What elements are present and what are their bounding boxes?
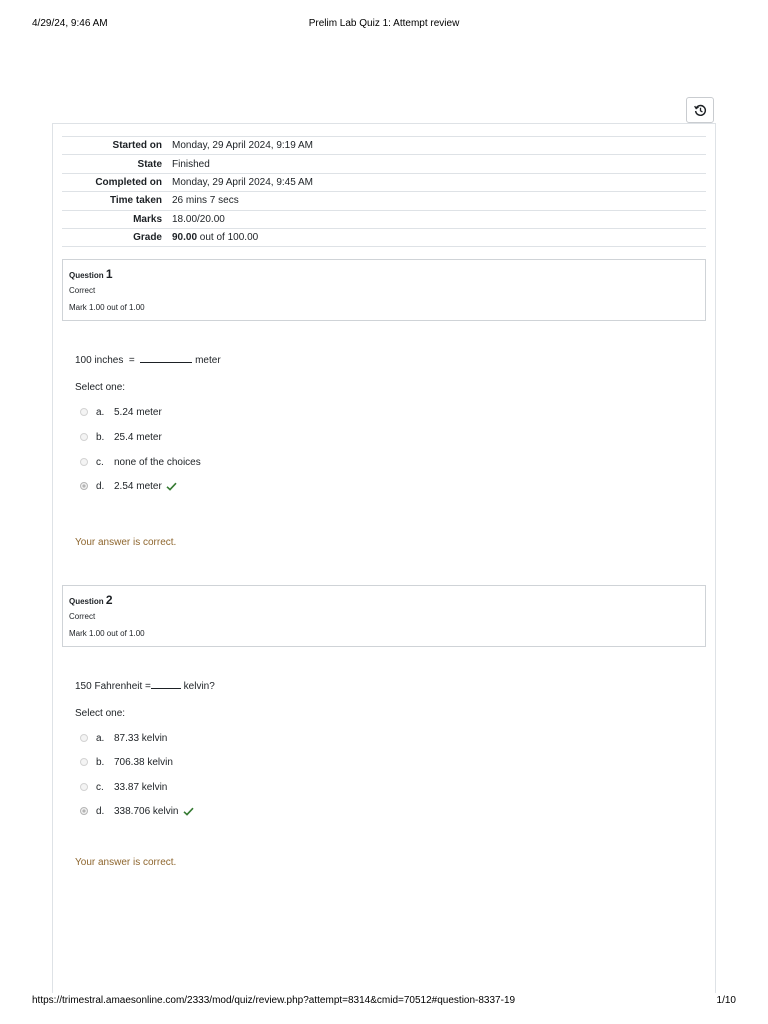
question-state: Correct — [69, 612, 96, 622]
answer-blank — [140, 352, 192, 363]
option-letter: c. — [96, 781, 104, 793]
question-2-feedback: Your answer is correct. — [75, 857, 177, 868]
summary-value: Monday, 29 April 2024, 9:19 AM — [172, 140, 314, 152]
option-letter: a. — [96, 732, 105, 744]
summary-label: Marks — [133, 213, 162, 225]
radio-button[interactable] — [80, 734, 88, 742]
option-letter: a. — [96, 406, 105, 418]
summary-row-grade — [62, 228, 706, 246]
summary-value: 18.00/20.00 — [172, 213, 225, 225]
summary-row — [62, 192, 706, 210]
question-1-feedback: Your answer is correct. — [75, 537, 177, 548]
answer-option-b[interactable] — [80, 430, 162, 444]
history-button[interactable] — [686, 97, 714, 123]
question-text-after: meter — [192, 355, 221, 366]
option-letter: d. — [96, 805, 105, 817]
summary-value: Finished — [172, 158, 210, 170]
summary-value: Monday, 29 April 2024, 9:45 AM — [172, 176, 314, 188]
print-datetime: 4/29/24, 9:46 AM — [32, 18, 108, 29]
radio-button-checked[interactable] — [80, 482, 88, 490]
print-page-number: 1/10 — [716, 995, 736, 1006]
option-text: 338.706 kelvin — [114, 805, 179, 817]
check-icon — [183, 807, 194, 816]
option-letter: b. — [96, 756, 105, 768]
summary-row — [62, 173, 706, 191]
history-icon — [694, 104, 707, 117]
grade-out-of: out of 100.00 — [197, 232, 259, 244]
question-number — [69, 592, 699, 608]
answer-option-b[interactable] — [80, 755, 173, 769]
radio-button[interactable] — [80, 408, 88, 416]
summary-row — [62, 155, 706, 173]
option-letter: c. — [96, 456, 104, 468]
question-2-info — [62, 585, 706, 647]
answer-option-c[interactable] — [80, 455, 201, 469]
question-prefix: Question — [69, 597, 104, 606]
option-letter: d. — [96, 480, 105, 492]
question-state: Correct — [69, 286, 96, 296]
answer-blank — [151, 678, 181, 689]
option-text: 33.87 kelvin — [114, 781, 168, 793]
question-prefix: Question — [69, 271, 104, 280]
print-url: https://trimestral.amaesonline.com/2333/mod/quiz/review.php?attempt=8314&cmid=70512#question-8337-19 — [32, 995, 516, 1006]
summary-label: State — [137, 158, 162, 170]
summary-label: Grade — [133, 232, 162, 244]
summary-value: 26 mins 7 secs — [172, 195, 239, 207]
answer-option-d[interactable] — [80, 479, 177, 493]
option-letter: b. — [96, 431, 105, 443]
answer-option-d[interactable] — [80, 804, 194, 818]
summary-row — [62, 137, 706, 155]
answer-option-a[interactable] — [80, 405, 162, 419]
radio-button[interactable] — [80, 433, 88, 441]
grade-score: 90.00 — [172, 232, 198, 244]
option-text: 706.38 kelvin — [114, 756, 173, 768]
attempt-summary-table — [62, 136, 706, 247]
question-text-after: kelvin? — [180, 681, 215, 692]
answer-option-c[interactable] — [80, 780, 167, 794]
question-mark: Mark 1.00 out of 1.00 — [69, 302, 145, 312]
summary-label: Started on — [112, 140, 162, 152]
option-text: 87.33 kelvin — [114, 732, 168, 744]
answer-option-a[interactable] — [80, 731, 167, 745]
question-text-before: 150 Fahrenheit = — [75, 681, 151, 692]
select-one-prompt: Select one: — [75, 708, 126, 719]
summary-row — [62, 210, 706, 228]
option-text: 25.4 meter — [114, 431, 162, 443]
print-title: Prelim Lab Quiz 1: Attempt review — [308, 18, 460, 29]
summary-label: Completed on — [95, 176, 162, 188]
grade-value — [168, 228, 706, 246]
question-number — [69, 266, 699, 282]
question-1-info — [62, 259, 706, 321]
question-2-text — [75, 678, 215, 692]
option-text: none of the choices — [114, 456, 201, 468]
question-number-value: 2 — [105, 593, 113, 607]
question-text-before: 100 inches = — [75, 355, 141, 366]
option-text: 2.54 meter — [114, 480, 162, 492]
summary-label: Time taken — [109, 195, 162, 207]
radio-button[interactable] — [80, 758, 88, 766]
check-icon — [166, 482, 177, 491]
select-one-prompt: Select one: — [75, 382, 126, 393]
option-text: 5.24 meter — [114, 406, 162, 418]
radio-button[interactable] — [80, 783, 88, 791]
radio-button-checked[interactable] — [80, 807, 88, 815]
question-mark: Mark 1.00 out of 1.00 — [69, 628, 145, 638]
question-number-value: 1 — [105, 267, 113, 281]
question-1-text — [75, 352, 221, 366]
radio-button[interactable] — [80, 458, 88, 466]
